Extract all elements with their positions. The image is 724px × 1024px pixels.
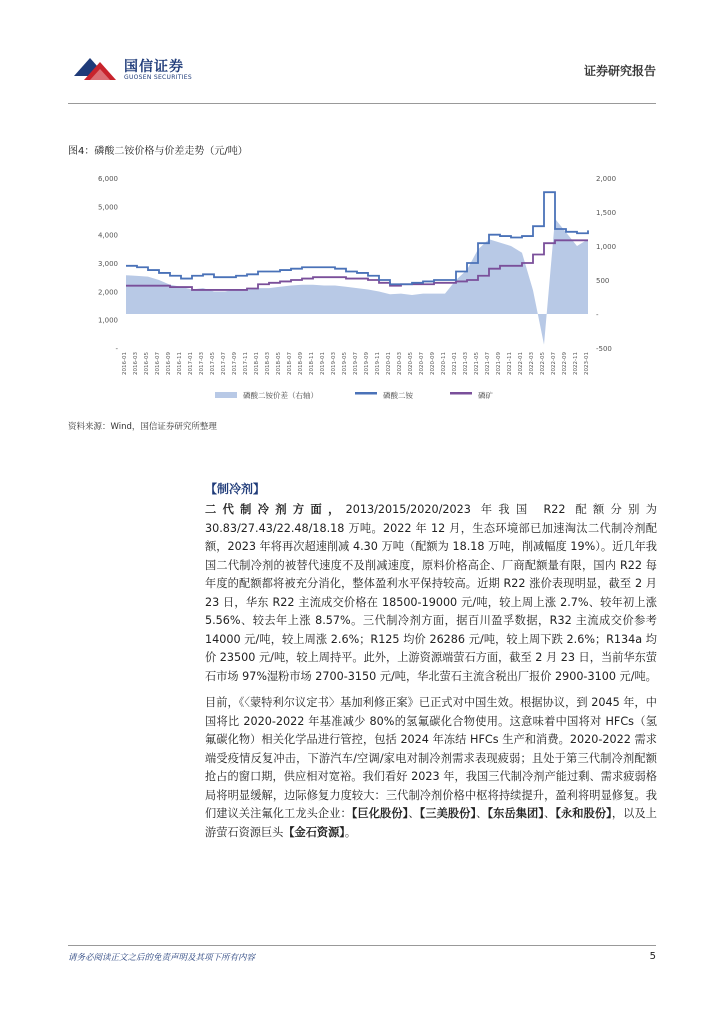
company-dongyue: 【东岳集团】: [487, 807, 545, 820]
x-tick-label: 2022-05: [540, 352, 546, 375]
paragraph-body: 2013/2015/2020/2023 年我国 R22 配额分别为 30.83/27.43/22.48/18.18 万吨。2022 年 12 月，生态环境部已加速淘汰二代制冷剂配额，2023 年将再次超速削减 4.30 万吨（配额为 18.18 万吨，削减幅度 19%）。近几年我国二代制冷剂的被替代速度不及削减速度，原料价格高企、厂商配额量有限，国内 R22 每年度的配额都将被充分消化，整体盈利水平保持较高。近期 R22 涨价表现明显，截至 2 月 23 日，华东 R22 主流成交价格在 18500-19000 元/吨，较上周上涨 2.7%、较年初上涨 5.56%、较去年上涨 8.57%。三代制冷剂方面，据百川盈孚数据，R32 主流成交价参考 14000 元/吨，较上周涨 2.6%；R125 均价 26286 元/吨，较上周下跌 2.6%；R134a 均价 23500 元/吨，较上周持平。此外，上游资源端萤石方面，截至 2 月 23 日，当前华东萤石市场 97%湿粉市场 2700-3150 元/吨，华北萤石主流含税出厂报价 2900-3100 元/吨。: [205, 503, 657, 683]
legend-label: 磷矿: [478, 391, 493, 400]
legend-swatch: [355, 392, 377, 395]
y-left-tick: 1,000: [97, 316, 118, 325]
x-tick-label: 2017-03: [199, 352, 205, 375]
y-right-tick: -: [596, 311, 599, 319]
paragraph-body: ，以及上游萤石资源巨头: [205, 807, 657, 839]
guosen-logo: [70, 52, 200, 86]
x-tick-label: 2021-11: [507, 352, 513, 375]
separator: 、: [408, 807, 420, 820]
separator: 、: [476, 807, 488, 820]
y-left-tick: 5,000: [97, 203, 118, 212]
logo-text-cn: 国信证券: [124, 59, 184, 75]
figure-source: 资料来源：Wind，国信证券研究所整理: [68, 422, 217, 432]
x-tick-label: 2016-11: [177, 352, 183, 375]
x-tick-label: 2021-01: [452, 352, 458, 375]
x-tick-label: 2021-09: [496, 352, 502, 375]
chart-container: [68, 160, 658, 410]
x-tick-label: 2016-03: [133, 352, 139, 375]
footer-divider: [68, 945, 656, 946]
paragraph-lead: 二代制冷剂方面，: [205, 503, 346, 516]
x-tick-label: 2016-07: [155, 352, 161, 375]
x-tick-label: 2022-03: [529, 352, 535, 375]
x-tick-label: 2016-05: [144, 352, 150, 375]
x-tick-label: 2017-09: [232, 352, 238, 375]
figure-title: 图4：磷酸二铵价格与价差走势（元/吨）: [68, 146, 248, 157]
x-tick-label: 2020-03: [397, 352, 403, 375]
x-tick-label: 2018-07: [287, 352, 293, 375]
company-sanmei: 【三美股份】: [419, 807, 477, 820]
x-tick-label: 2021-03: [463, 352, 469, 375]
y-right-tick: 500: [596, 277, 610, 285]
y-right-tick: 1,500: [596, 209, 617, 217]
x-tick-label: 2020-05: [408, 352, 414, 375]
section-heading: 【制冷剂】: [205, 482, 266, 496]
dap-price-chart: [68, 160, 658, 410]
x-tick-label: 2020-07: [419, 352, 425, 375]
x-tick-label: 2022-11: [573, 352, 579, 375]
x-tick-label: 2019-07: [353, 352, 359, 375]
x-tick-label: 2019-03: [331, 352, 337, 375]
refrigerant-section: [205, 480, 657, 850]
x-tick-label: 2016-09: [166, 352, 172, 375]
paragraph-outlook: [205, 694, 657, 842]
x-tick-label: 2018-01: [254, 352, 260, 375]
x-tick-label: 2018-03: [265, 352, 271, 375]
paragraph-end: 。: [344, 825, 357, 839]
legend-swatch: [215, 392, 237, 398]
separator: 、: [544, 807, 556, 820]
y-right-tick: 2,000: [596, 175, 617, 183]
company-yonghe: 【永和股份】: [555, 807, 612, 820]
header-divider: [68, 103, 656, 104]
x-tick-label: 2020-09: [430, 352, 436, 375]
y-right-tick: -500: [596, 345, 612, 353]
x-tick-label: 2017-01: [188, 352, 194, 375]
x-tick-label: 2019-11: [375, 352, 381, 375]
x-tick-label: 2021-07: [485, 352, 491, 375]
paragraph-gen2: [205, 501, 657, 686]
legend-swatch: [450, 392, 472, 395]
x-tick-label: 2022-09: [562, 352, 568, 375]
y-left-tick: 2,000: [97, 288, 118, 297]
x-tick-label: 2018-11: [309, 352, 315, 375]
x-tick-label: 2019-01: [320, 352, 326, 375]
logo-text-en: GUOSEN SECURITIES: [124, 74, 193, 81]
x-tick-label: 2019-05: [342, 352, 348, 375]
y-left-tick: 6,000: [97, 175, 118, 183]
x-tick-label: 2017-11: [243, 352, 249, 375]
y-left-tick: 4,000: [97, 231, 118, 240]
page-number: 5: [649, 951, 656, 962]
x-tick-label: 2019-09: [364, 352, 370, 375]
x-tick-label: 2023-01: [584, 352, 590, 375]
disclaimer-note: 请务必阅读正文之后的免责声明及其项下所有内容: [68, 953, 256, 963]
x-tick-label: 2017-05: [210, 352, 216, 375]
company-juhua: 【巨化股份】: [351, 807, 409, 820]
page-header: [0, 0, 724, 104]
x-tick-label: 2020-11: [441, 352, 447, 375]
legend-label: 磷酸二铵价差（右轴）: [243, 391, 318, 400]
company-jinshi: 【金石资源】: [283, 825, 345, 839]
x-tick-label: 2022-01: [518, 352, 524, 375]
logo-mark-icon: [70, 52, 120, 86]
x-tick-label: 2020-01: [386, 352, 392, 375]
x-tick-label: 2016-01: [122, 352, 128, 375]
legend-label: 磷酸二铵: [383, 391, 413, 400]
x-tick-label: 2017-07: [221, 352, 227, 375]
paragraph-body: 目前，《〈蒙特利尔议定书〉基加利修正案》已正式对中国生效。根据协议，到 2045 年，中国将比 2020-2022 年基准减少 80%的氢氟碳化合物使用。这意味着中国将对 HFCs（氢氟碳化物）相关化学品进行管控，包括 2024 年冻结 HFCs 生产和消费。2020-2022 需求端受疫情反复冲击，下游汽车/空调/家电对制冷剂需求表现疲弱；且处于第三代制冷剂配额抢占的窗口期，供应相对宽裕。我们看好 2023 年，我国三代制冷剂产能过剩、需求疲弱格局将明显缓解，边际修复力度较大：三代制冷剂价格中枢将持续提升，盈利将明显修复。我们建议关注氟化工龙头企业：: [205, 696, 657, 820]
report-type-label: 证券研究报告: [583, 64, 656, 78]
x-tick-label: 2022-07: [551, 352, 557, 375]
x-tick-label: 2018-09: [298, 352, 304, 375]
y-left-tick: 3,000: [97, 260, 118, 268]
y-left-tick: -: [115, 345, 118, 353]
x-tick-label: 2018-05: [276, 352, 282, 375]
y-right-tick: 1,000: [596, 243, 617, 251]
x-tick-label: 2021-05: [474, 352, 480, 375]
